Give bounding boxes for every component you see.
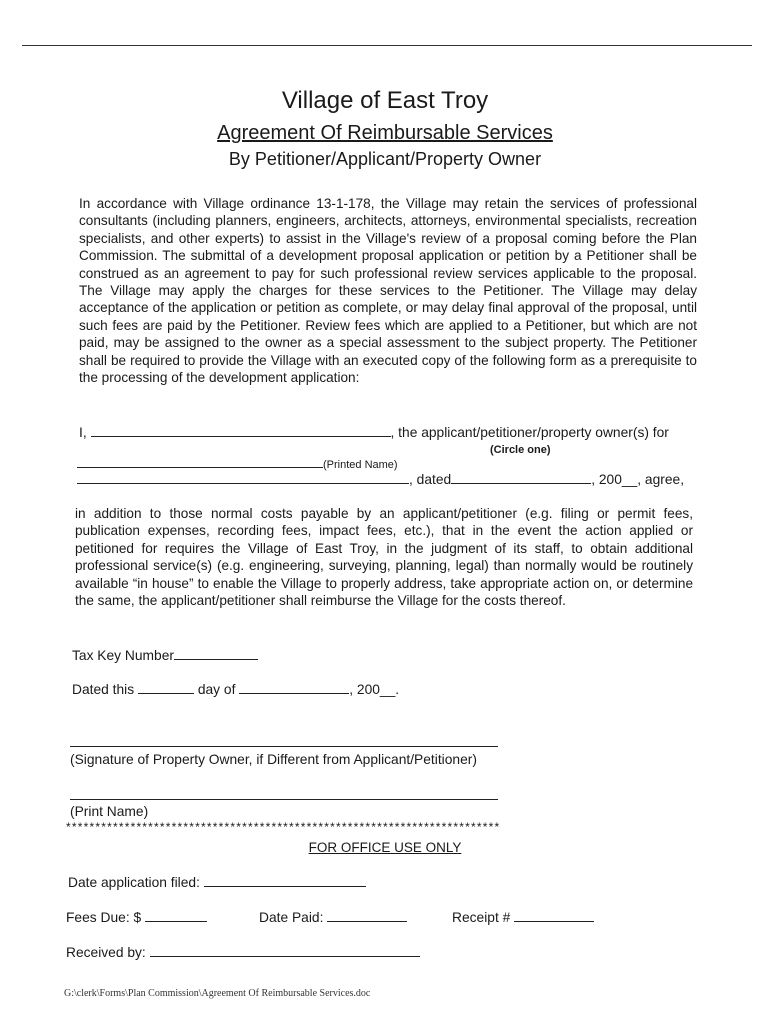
date-paid-blank[interactable] <box>327 921 407 922</box>
document-subtitle: Agreement Of Reimbursable Services <box>217 122 553 144</box>
top-rule <box>22 45 752 46</box>
received-by-blank[interactable] <box>150 956 420 957</box>
property-blank[interactable] <box>77 483 409 484</box>
date-filed-line <box>68 874 366 892</box>
applicant-name-blank[interactable] <box>91 436 391 437</box>
day-blank[interactable] <box>138 693 194 694</box>
receipt-label: Receipt # <box>452 910 511 925</box>
dated-this-label: Dated this <box>72 682 135 697</box>
received-by-label: Received by: <box>66 945 146 960</box>
agreement-paragraph: in addition to those normal costs payable by an applicant/petitioner (e.g. filing or permit fees, publication expenses, recording fees, impact fees, etc.), that in the event the action applied or petitioned for requires the Village of East Troy, in the judgment of its staff, to obtain additional professional service(s) (e.g. engineering, surveying, planning, legal) than normally would be routinely available “in house” to enable the Village to properly address, take appropriate action on, or determine the same, the applicant/petitioner shall reimburse the Village for the costs thereof. <box>75 506 693 609</box>
applicant-line <box>79 424 669 442</box>
dated-blank[interactable] <box>451 483 591 484</box>
tax-key-label: Tax Key Number <box>72 648 174 663</box>
signature-rule[interactable] <box>70 746 498 747</box>
circle-one-note: (Circle one) <box>490 444 551 456</box>
print-name-label: (Print Name) <box>70 804 149 819</box>
print-name-rule[interactable] <box>70 799 498 800</box>
printed-name-blank[interactable] <box>77 467 323 468</box>
received-by-line <box>66 944 420 962</box>
dated-line <box>77 471 684 489</box>
fees-due-label: Fees Due: $ <box>66 910 142 925</box>
date-paid-label: Date Paid: <box>259 910 324 925</box>
footer-file-path: G:\clerk\Forms\Plan Commission\Agreement Of Reimbursable Services.doc <box>64 988 371 999</box>
receipt-line <box>452 909 594 927</box>
tax-key-line <box>72 647 258 665</box>
receipt-blank[interactable] <box>514 921 594 922</box>
document-subtitle-role: By Petitioner/Applicant/Property Owner <box>228 149 542 169</box>
intro-paragraph: In accordance with Village ordinance 13-1-178, the Village may retain the services of professional consultants (including planners, engineers, architects, attorneys, environmental specialists, recreation specialists, and other experts) to assist in the Village's review of a proposal coming before the Plan Commission. The submittal of a development proposal application or petition by a Petitioner shall be construed as an agreement to pay for such professional review services applicable to the proposal. The Village may apply the charges for these services to the Petitioner. The Village may delay acceptance of the application or petition as complete, or may delay final approval of the proposal, until such fees are paid by the Petitioner. Review fees which are applied to a Petitioner, but which are not paid, may be assigned to the owner as a special assessment to the subject property. The Petitioner shall be required to provide the Village with an executed copy of the following form as a prerequisite to the processing of the development application: <box>79 196 697 386</box>
dated-this-year: , 200__. <box>349 682 400 697</box>
printed-name-label: (Printed Name) <box>323 459 398 471</box>
date-filed-blank[interactable] <box>204 886 366 887</box>
separator-stars: ************************************************************************** <box>66 820 501 834</box>
dated-label: , dated <box>409 472 452 487</box>
i-label: I, <box>79 425 87 440</box>
date-filed-label: Date application filed: <box>68 875 200 890</box>
office-use-heading: FOR OFFICE USE ONLY <box>308 840 462 855</box>
signature-label: (Signature of Property Owner, if Different from Applicant/Petitioner) <box>70 752 477 767</box>
role-text: , the applicant/petitioner/property owner(s) for <box>390 425 669 440</box>
fees-due-line <box>66 909 207 927</box>
document-title: Village of East Troy <box>281 87 489 114</box>
dated-this-line <box>72 681 399 699</box>
day-of-label: day of <box>197 682 236 697</box>
fees-due-blank[interactable] <box>145 921 207 922</box>
tax-key-blank[interactable] <box>174 659 258 660</box>
month-blank[interactable] <box>239 693 349 694</box>
year-agree: , 200__, agree, <box>591 472 685 487</box>
date-paid-line <box>259 909 407 927</box>
